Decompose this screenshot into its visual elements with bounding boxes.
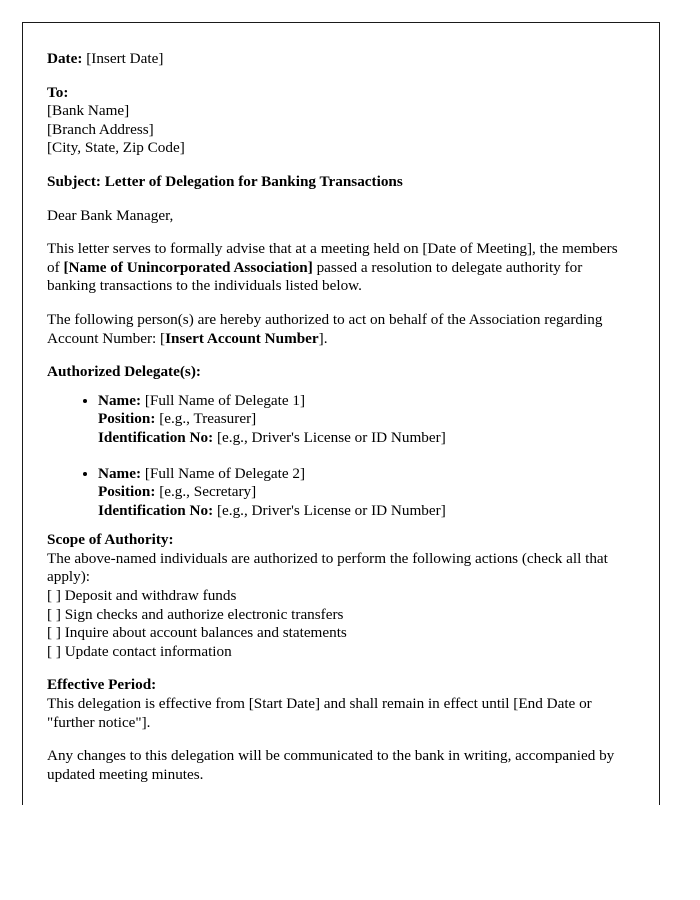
delegate-1-id-value: [e.g., Driver's License or ID Number] (216, 428, 446, 446)
delegate-2-id-label: Identification No: (98, 501, 214, 519)
to-line-city-state-zip: [City, State, Zip Code] (47, 139, 185, 157)
delegate-1-name-value: [Full Name of Delegate 1] (144, 391, 306, 409)
date-value: [Insert Date] (86, 50, 164, 67)
effective-period-heading: Effective Period: (47, 676, 157, 694)
delegate-1-name-label: Name: (98, 391, 142, 409)
to-label: To: (47, 83, 69, 101)
closing-paragraph: Any changes to this delegation will be communicated to the bank in writing, accompanied by updated meeting minutes. (47, 747, 615, 783)
scope-intro: The above-named individuals are authorized to perform the following actions (check all that apply): (47, 549, 608, 586)
association-name-placeholder: [Name of Unincorporated Association] (63, 258, 313, 276)
recipient-block (47, 84, 633, 158)
salutation: Dear Bank Manager, (47, 206, 174, 224)
authorization-part-1: The following person(s) are hereby authorized to act on behalf of the Association regarding Account Number: [ (47, 310, 603, 347)
date-line (47, 50, 633, 69)
delegates-list (47, 392, 633, 521)
account-number-placeholder: Insert Account Number (165, 329, 319, 347)
delegate-1-name-line (98, 392, 633, 411)
authorization-part-2: ]. (318, 329, 328, 347)
scope-option-inquire-balances[interactable]: [ ] Inquire about account balances and statements (47, 624, 347, 642)
to-line-bank-name: [Bank Name] (47, 102, 130, 120)
document-body (47, 50, 633, 799)
delegate-2-id-line (98, 502, 633, 521)
delegate-2-position-value: [e.g., Secretary] (159, 483, 257, 501)
scope-option-sign-checks[interactable]: [ ] Sign checks and authorize electronic transfers (47, 605, 344, 623)
scope-of-authority-section (47, 531, 633, 661)
delegate-2-position-line (98, 483, 633, 502)
date-label: Date: (47, 50, 83, 67)
subject-line: Subject: Letter of Delegation for Banking Transactions (47, 172, 403, 190)
list-item (98, 465, 633, 521)
delegate-2-name-label: Name: (98, 464, 142, 482)
delegates-heading (47, 363, 633, 382)
to-line-branch-address: [Branch Address] (47, 120, 154, 138)
delegate-1-position-line (98, 410, 633, 429)
delegate-2-position-label: Position: (98, 483, 156, 501)
effective-period-text: This delegation is effective from [Start Date] and shall remain in effect until [End Date or "further notice"]. (47, 695, 592, 731)
effective-period-section (47, 676, 633, 732)
intro-part-2: passed a resolution to delegate authority for banking transactions to the individuals listed below. (47, 258, 583, 295)
scope-option-update-contact[interactable]: [ ] Update contact information (47, 642, 232, 660)
document-page (22, 22, 660, 805)
list-item (98, 392, 633, 448)
scope-options-list (47, 587, 633, 661)
delegate-1-position-label: Position: (98, 410, 156, 428)
delegate-1-id-line (98, 429, 633, 448)
intro-part-1: This letter serves to formally advise that at a meeting held on [Date of Meeting], the members of (47, 240, 618, 276)
delegate-2-name-value: [Full Name of Delegate 2] (144, 464, 306, 482)
delegates-heading-text: Authorized Delegate(s): (47, 363, 201, 381)
intro-paragraph (47, 240, 633, 296)
delegate-2-id-value: [e.g., Driver's License or ID Number] (216, 501, 446, 519)
scope-heading: Scope of Authority: (47, 531, 174, 549)
delegate-1-id-label: Identification No: (98, 428, 214, 446)
authorization-paragraph (47, 311, 633, 348)
delegate-2-name-line (98, 465, 633, 484)
scope-option-deposit-withdraw[interactable]: [ ] Deposit and withdraw funds (47, 587, 237, 605)
delegate-1-position-value: [e.g., Treasurer] (159, 410, 257, 428)
